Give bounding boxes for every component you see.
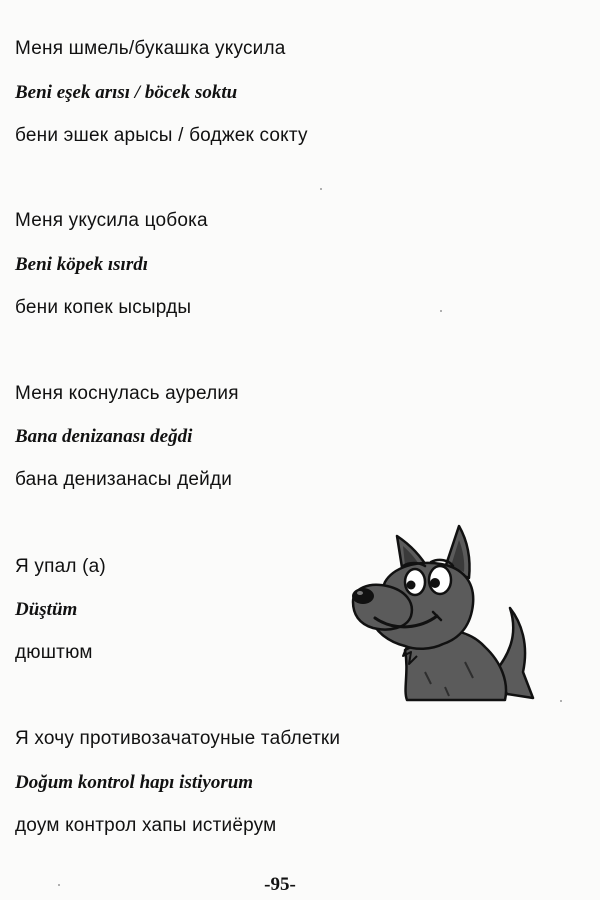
phrase-5-russian: Я хочу противозачатоуные таблетки [15, 728, 341, 749]
scan-speck [560, 700, 562, 702]
cartoon-dog-icon [345, 522, 540, 702]
phrase-4-pronunciation: дюштюм [15, 642, 93, 663]
page-number: -95- [264, 874, 296, 895]
phrase-1-russian: Меня шмель/букашка укусила [15, 38, 286, 59]
phrase-5-pronunciation: доум контрол хапы истиёрум [15, 815, 277, 836]
phrase-4-turkish: Düştüm [15, 599, 78, 620]
phrase-3-russian: Меня коснулась аурелия [15, 383, 239, 404]
scan-speck [320, 188, 322, 190]
phrase-2-russian: Меня укусила цобока [15, 210, 208, 231]
scan-speck [440, 310, 442, 312]
phrase-2-pronunciation: бени копек ысырды [15, 297, 192, 318]
phrase-3-pronunciation: бана денизанасы дейди [15, 469, 233, 490]
phrase-3-turkish: Bana denizanası değdi [15, 426, 193, 447]
phrase-2-turkish: Beni köpek ısırdı [15, 254, 149, 275]
phrase-1-turkish: Beni eşek arısı / böcek soktu [15, 82, 238, 103]
phrase-5-turkish: Doğum kontrol hapı istiyorum [15, 772, 254, 793]
phrase-4-russian: Я упал (а) [15, 556, 106, 577]
phrase-1-pronunciation: бени эшек арысы / боджек сокту [15, 125, 308, 146]
